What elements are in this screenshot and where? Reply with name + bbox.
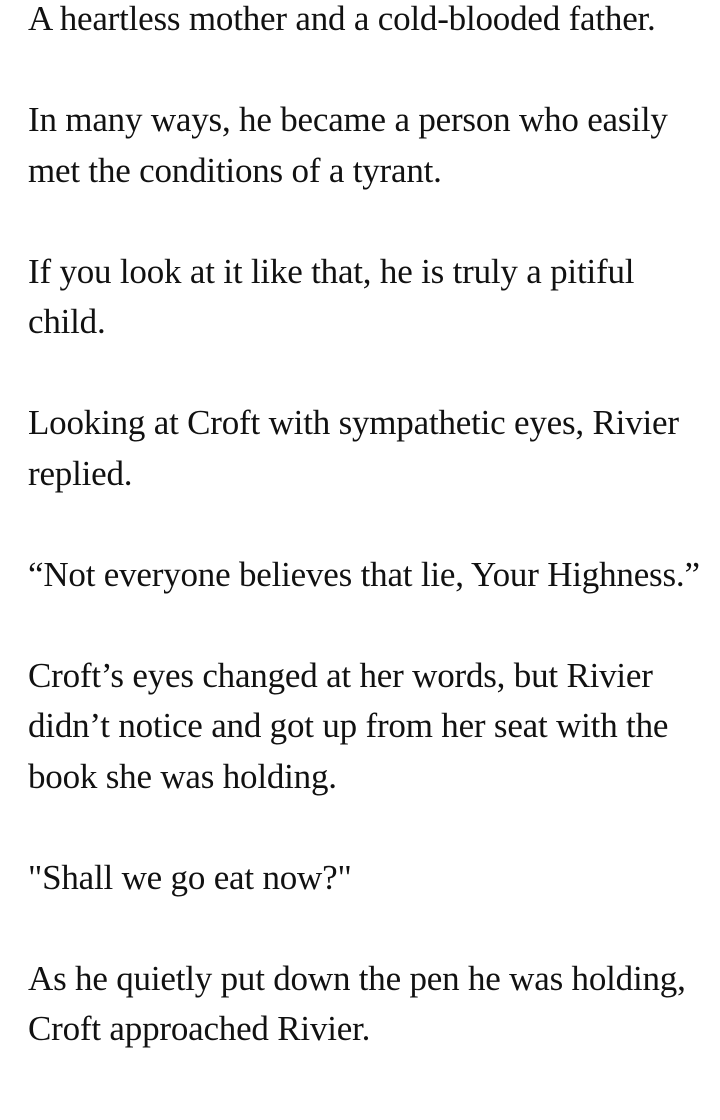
paragraph: If you look at it like that, he is truly a pitiful child.	[28, 251, 635, 341]
paragraph: Looking at Croft with sympathetic eyes, Rivier replied.	[28, 403, 679, 493]
paragraph: “Not everyone believes that lie, Your Highness.”	[28, 554, 700, 594]
paragraph: As he quietly put down the pen he was holding, Croft approached Rivier.	[28, 958, 686, 1048]
paragraph: Croft’s eyes changed at her words, but Rivier didn’t notice and got up from her seat with the book she was holding.	[28, 655, 669, 796]
paragraph: In many ways, he became a person who easily met the conditions of a tyrant.	[28, 100, 668, 190]
reader-text-column	[28, 0, 708, 1105]
paragraph: "Shall we go eat now?"	[28, 857, 352, 897]
paragraph: A heartless mother and a cold-blooded father.	[28, 0, 656, 38]
